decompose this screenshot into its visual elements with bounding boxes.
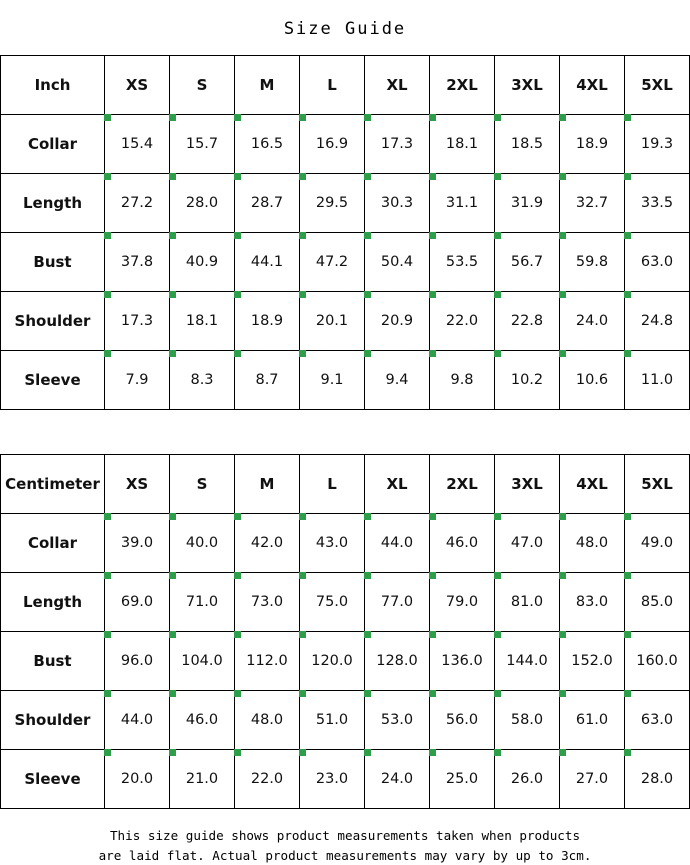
cell: 39.0 bbox=[105, 514, 170, 573]
cell: 24.0 bbox=[365, 750, 430, 809]
corner-mark-icon bbox=[624, 631, 631, 638]
cell: 56.7 bbox=[495, 233, 560, 292]
cell: 23.0 bbox=[300, 750, 365, 809]
corner-mark-icon bbox=[234, 291, 241, 298]
corner-mark-icon bbox=[559, 350, 566, 357]
corner-mark-icon bbox=[299, 690, 306, 697]
cell: 31.9 bbox=[495, 174, 560, 233]
corner-mark-icon bbox=[104, 631, 111, 638]
cell: 48.0 bbox=[560, 514, 625, 573]
cell: 48.0 bbox=[235, 691, 300, 750]
cell: 63.0 bbox=[625, 691, 690, 750]
corner-mark-icon bbox=[104, 749, 111, 756]
cell: 47.0 bbox=[495, 514, 560, 573]
cell: 53.0 bbox=[365, 691, 430, 750]
cell: 47.2 bbox=[300, 233, 365, 292]
column-header-3xl: 3XL bbox=[495, 455, 560, 514]
column-header-xl: XL bbox=[365, 455, 430, 514]
corner-mark-icon bbox=[169, 173, 176, 180]
cell: 44.0 bbox=[365, 514, 430, 573]
cell: 22.0 bbox=[430, 292, 495, 351]
table-header-row bbox=[1, 455, 690, 514]
table-row bbox=[1, 691, 690, 750]
cell: 9.8 bbox=[430, 351, 495, 410]
cell: 40.9 bbox=[170, 233, 235, 292]
corner-mark-icon bbox=[494, 114, 501, 121]
corner-mark-icon bbox=[234, 114, 241, 121]
cell: 10.2 bbox=[495, 351, 560, 410]
cell: 17.3 bbox=[105, 292, 170, 351]
cell: 51.0 bbox=[300, 691, 365, 750]
corner-mark-icon bbox=[624, 749, 631, 756]
row-label-shoulder: Shoulder bbox=[1, 691, 105, 750]
cell: 20.0 bbox=[105, 750, 170, 809]
column-header-m: M bbox=[235, 56, 300, 115]
column-header-l: L bbox=[300, 455, 365, 514]
corner-mark-icon bbox=[234, 749, 241, 756]
cell: 53.5 bbox=[430, 233, 495, 292]
table-divider-space bbox=[0, 410, 690, 454]
column-header-s: S bbox=[170, 56, 235, 115]
column-header-4xl: 4XL bbox=[560, 56, 625, 115]
corner-mark-icon bbox=[494, 631, 501, 638]
footnote-line-2: are laid flat. Actual product measurements may vary by up to 3cm. bbox=[98, 847, 592, 863]
size-table-centimeter bbox=[0, 454, 690, 809]
cell: 77.0 bbox=[365, 573, 430, 632]
cell: 96.0 bbox=[105, 632, 170, 691]
corner-mark-icon bbox=[429, 232, 436, 239]
row-label-sleeve: Sleeve bbox=[1, 351, 105, 410]
cell: 24.0 bbox=[560, 292, 625, 351]
corner-mark-icon bbox=[234, 572, 241, 579]
page-title: Size Guide bbox=[283, 19, 407, 39]
column-header-2xl: 2XL bbox=[430, 56, 495, 115]
cell: 30.3 bbox=[365, 174, 430, 233]
corner-mark-icon bbox=[299, 572, 306, 579]
cell: 46.0 bbox=[170, 691, 235, 750]
cell: 112.0 bbox=[235, 632, 300, 691]
cell: 22.0 bbox=[235, 750, 300, 809]
corner-mark-icon bbox=[494, 690, 501, 697]
corner-mark-icon bbox=[494, 291, 501, 298]
cell: 18.1 bbox=[430, 115, 495, 174]
corner-mark-icon bbox=[364, 572, 371, 579]
corner-mark-icon bbox=[559, 572, 566, 579]
corner-mark-icon bbox=[559, 232, 566, 239]
cell: 85.0 bbox=[625, 573, 690, 632]
corner-mark-icon bbox=[234, 690, 241, 697]
corner-mark-icon bbox=[169, 114, 176, 121]
cell: 69.0 bbox=[105, 573, 170, 632]
corner-mark-icon bbox=[429, 513, 436, 520]
cell: 19.3 bbox=[625, 115, 690, 174]
row-label-sleeve: Sleeve bbox=[1, 750, 105, 809]
table-header-row bbox=[1, 56, 690, 115]
corner-mark-icon bbox=[494, 350, 501, 357]
column-header-xs: XS bbox=[105, 455, 170, 514]
corner-mark-icon bbox=[169, 690, 176, 697]
corner-mark-icon bbox=[624, 350, 631, 357]
corner-mark-icon bbox=[559, 114, 566, 121]
corner-mark-icon bbox=[234, 173, 241, 180]
cell: 81.0 bbox=[495, 573, 560, 632]
row-label-length: Length bbox=[1, 174, 105, 233]
cell: 7.9 bbox=[105, 351, 170, 410]
cell: 10.6 bbox=[560, 351, 625, 410]
cell: 128.0 bbox=[365, 632, 430, 691]
cell: 25.0 bbox=[430, 750, 495, 809]
corner-mark-icon bbox=[299, 291, 306, 298]
corner-mark-icon bbox=[104, 690, 111, 697]
corner-mark-icon bbox=[429, 291, 436, 298]
corner-mark-icon bbox=[494, 173, 501, 180]
table-row bbox=[1, 233, 690, 292]
cell: 83.0 bbox=[560, 573, 625, 632]
cell: 8.3 bbox=[170, 351, 235, 410]
column-header-4xl: 4XL bbox=[560, 455, 625, 514]
corner-mark-icon bbox=[104, 232, 111, 239]
cell: 49.0 bbox=[625, 514, 690, 573]
corner-mark-icon bbox=[104, 173, 111, 180]
unit-label-inch: Inch bbox=[1, 56, 105, 115]
footnote-line-1: This size guide shows product measurements taken when products bbox=[109, 828, 581, 843]
cell: 58.0 bbox=[495, 691, 560, 750]
corner-mark-icon bbox=[494, 572, 501, 579]
row-label-shoulder: Shoulder bbox=[1, 292, 105, 351]
corner-mark-icon bbox=[494, 749, 501, 756]
corner-mark-icon bbox=[429, 572, 436, 579]
cell: 26.0 bbox=[495, 750, 560, 809]
corner-mark-icon bbox=[104, 291, 111, 298]
cell: 27.0 bbox=[560, 750, 625, 809]
cell: 33.5 bbox=[625, 174, 690, 233]
cell: 46.0 bbox=[430, 514, 495, 573]
corner-mark-icon bbox=[234, 631, 241, 638]
corner-mark-icon bbox=[169, 572, 176, 579]
cell: 16.9 bbox=[300, 115, 365, 174]
cell: 8.7 bbox=[235, 351, 300, 410]
cell: 18.5 bbox=[495, 115, 560, 174]
cell: 18.9 bbox=[560, 115, 625, 174]
cell: 120.0 bbox=[300, 632, 365, 691]
unit-label-centimeter: Centimeter bbox=[1, 455, 105, 514]
cell: 37.8 bbox=[105, 233, 170, 292]
corner-mark-icon bbox=[624, 572, 631, 579]
corner-mark-icon bbox=[169, 513, 176, 520]
cell: 32.7 bbox=[560, 174, 625, 233]
column-header-xl: XL bbox=[365, 56, 430, 115]
corner-mark-icon bbox=[559, 690, 566, 697]
cell: 15.7 bbox=[170, 115, 235, 174]
cell: 17.3 bbox=[365, 115, 430, 174]
cell: 20.9 bbox=[365, 292, 430, 351]
corner-mark-icon bbox=[104, 513, 111, 520]
corner-mark-icon bbox=[299, 350, 306, 357]
corner-mark-icon bbox=[494, 513, 501, 520]
cell: 11.0 bbox=[625, 351, 690, 410]
cell: 18.1 bbox=[170, 292, 235, 351]
corner-mark-icon bbox=[234, 232, 241, 239]
corner-mark-icon bbox=[364, 350, 371, 357]
corner-mark-icon bbox=[104, 350, 111, 357]
corner-mark-icon bbox=[169, 350, 176, 357]
corner-mark-icon bbox=[299, 232, 306, 239]
corner-mark-icon bbox=[364, 232, 371, 239]
cell: 71.0 bbox=[170, 573, 235, 632]
corner-mark-icon bbox=[104, 114, 111, 121]
corner-mark-icon bbox=[559, 173, 566, 180]
cell: 44.1 bbox=[235, 233, 300, 292]
corner-mark-icon bbox=[429, 749, 436, 756]
cell: 24.8 bbox=[625, 292, 690, 351]
corner-mark-icon bbox=[364, 631, 371, 638]
corner-mark-icon bbox=[169, 232, 176, 239]
cell: 43.0 bbox=[300, 514, 365, 573]
corner-mark-icon bbox=[169, 291, 176, 298]
corner-mark-icon bbox=[299, 513, 306, 520]
corner-mark-icon bbox=[429, 631, 436, 638]
cell: 44.0 bbox=[105, 691, 170, 750]
row-label-collar: Collar bbox=[1, 514, 105, 573]
corner-mark-icon bbox=[429, 173, 436, 180]
table-row bbox=[1, 174, 690, 233]
corner-mark-icon bbox=[624, 173, 631, 180]
corner-mark-icon bbox=[234, 513, 241, 520]
column-header-m: M bbox=[235, 455, 300, 514]
cell: 9.1 bbox=[300, 351, 365, 410]
cell: 56.0 bbox=[430, 691, 495, 750]
corner-mark-icon bbox=[169, 631, 176, 638]
cell: 75.0 bbox=[300, 573, 365, 632]
cell: 21.0 bbox=[170, 750, 235, 809]
row-label-bust: Bust bbox=[1, 632, 105, 691]
corner-mark-icon bbox=[559, 513, 566, 520]
cell: 40.0 bbox=[170, 514, 235, 573]
corner-mark-icon bbox=[104, 572, 111, 579]
corner-mark-icon bbox=[299, 749, 306, 756]
table-row bbox=[1, 115, 690, 174]
cell: 16.5 bbox=[235, 115, 300, 174]
corner-mark-icon bbox=[299, 114, 306, 121]
cell: 79.0 bbox=[430, 573, 495, 632]
column-header-2xl: 2XL bbox=[430, 455, 495, 514]
size-table-inch bbox=[0, 55, 690, 410]
corner-mark-icon bbox=[624, 114, 631, 121]
corner-mark-icon bbox=[364, 749, 371, 756]
cell: 31.1 bbox=[430, 174, 495, 233]
cell: 144.0 bbox=[495, 632, 560, 691]
corner-mark-icon bbox=[559, 749, 566, 756]
corner-mark-icon bbox=[299, 173, 306, 180]
cell: 59.8 bbox=[560, 233, 625, 292]
cell: 9.4 bbox=[365, 351, 430, 410]
cell: 29.5 bbox=[300, 174, 365, 233]
cell: 28.7 bbox=[235, 174, 300, 233]
cell: 73.0 bbox=[235, 573, 300, 632]
column-header-3xl: 3XL bbox=[495, 56, 560, 115]
cell: 20.1 bbox=[300, 292, 365, 351]
table-row bbox=[1, 514, 690, 573]
table-row bbox=[1, 750, 690, 809]
corner-mark-icon bbox=[364, 173, 371, 180]
cell: 27.2 bbox=[105, 174, 170, 233]
cell: 42.0 bbox=[235, 514, 300, 573]
corner-mark-icon bbox=[624, 513, 631, 520]
cell: 136.0 bbox=[430, 632, 495, 691]
corner-mark-icon bbox=[429, 350, 436, 357]
cell: 152.0 bbox=[560, 632, 625, 691]
column-header-l: L bbox=[300, 56, 365, 115]
column-header-s: S bbox=[170, 455, 235, 514]
table-row bbox=[1, 351, 690, 410]
cell: 160.0 bbox=[625, 632, 690, 691]
table-row bbox=[1, 292, 690, 351]
corner-mark-icon bbox=[624, 690, 631, 697]
cell: 28.0 bbox=[625, 750, 690, 809]
corner-mark-icon bbox=[559, 631, 566, 638]
corner-mark-icon bbox=[364, 513, 371, 520]
table-row bbox=[1, 573, 690, 632]
row-label-bust: Bust bbox=[1, 233, 105, 292]
corner-mark-icon bbox=[624, 232, 631, 239]
row-label-collar: Collar bbox=[1, 115, 105, 174]
footnote bbox=[0, 809, 690, 865]
cell: 22.8 bbox=[495, 292, 560, 351]
row-label-length: Length bbox=[1, 573, 105, 632]
corner-mark-icon bbox=[364, 690, 371, 697]
corner-mark-icon bbox=[429, 114, 436, 121]
column-header-5xl: 5XL bbox=[625, 455, 690, 514]
column-header-5xl: 5XL bbox=[625, 56, 690, 115]
table-row bbox=[1, 632, 690, 691]
cell: 28.0 bbox=[170, 174, 235, 233]
corner-mark-icon bbox=[299, 631, 306, 638]
cell: 15.4 bbox=[105, 115, 170, 174]
corner-mark-icon bbox=[559, 291, 566, 298]
cell: 61.0 bbox=[560, 691, 625, 750]
cell: 18.9 bbox=[235, 292, 300, 351]
corner-mark-icon bbox=[429, 690, 436, 697]
corner-mark-icon bbox=[364, 291, 371, 298]
cell: 50.4 bbox=[365, 233, 430, 292]
corner-mark-icon bbox=[234, 350, 241, 357]
corner-mark-icon bbox=[624, 291, 631, 298]
column-header-xs: XS bbox=[105, 56, 170, 115]
cell: 63.0 bbox=[625, 233, 690, 292]
corner-mark-icon bbox=[494, 232, 501, 239]
cell: 104.0 bbox=[170, 632, 235, 691]
corner-mark-icon bbox=[169, 749, 176, 756]
corner-mark-icon bbox=[364, 114, 371, 121]
